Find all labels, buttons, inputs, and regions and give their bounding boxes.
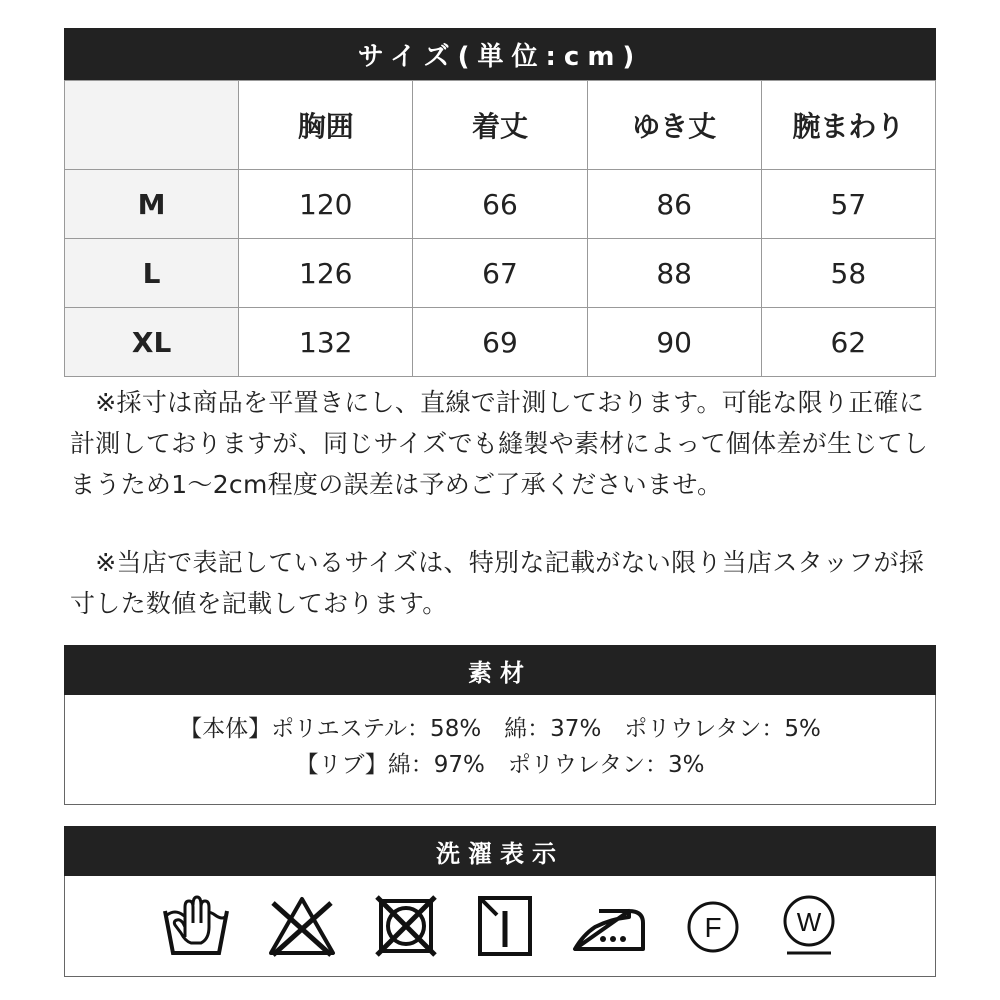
table-cell: 126	[239, 239, 413, 308]
wash-section-header	[64, 826, 936, 876]
line-dry-shade-icon	[475, 893, 535, 959]
size-section-title: サイズ(単位:cm)	[357, 41, 643, 72]
wash-box	[64, 876, 936, 977]
hand-wash-icon	[161, 893, 231, 959]
table-cell: 69	[413, 308, 587, 377]
table-cell: 57	[761, 170, 935, 239]
table-cell: 132	[239, 308, 413, 377]
table-cell: 120	[239, 170, 413, 239]
size-source-note: ※当店で表記しているサイズは、特別な記載がない限り当店スタッフが採寸した数値を記載しております。	[70, 548, 925, 618]
table-cell: 66	[413, 170, 587, 239]
size-label: XL	[65, 308, 239, 377]
size-table-header-row	[65, 81, 936, 170]
wet-clean-letter: W	[796, 907, 822, 937]
material-body-line: 【本体】ポリエステル：58% 綿：37% ポリウレタン：5%	[179, 716, 821, 742]
table-row	[65, 239, 936, 308]
header-chest: 胸囲	[239, 81, 413, 170]
no-tumble-dry-icon	[373, 893, 439, 959]
table-cell: 62	[761, 308, 935, 377]
table-row	[65, 308, 936, 377]
header-length: 着丈	[413, 81, 587, 170]
wash-section-title: 洗濯表示	[436, 839, 564, 868]
size-section-header	[64, 28, 936, 80]
table-cell: 90	[587, 308, 761, 377]
table-cell: 67	[413, 239, 587, 308]
table-row	[65, 170, 936, 239]
wet-clean-w-icon	[779, 893, 839, 959]
dry-clean-letter: F	[704, 912, 722, 943]
table-cell: 86	[587, 170, 761, 239]
size-label: L	[65, 239, 239, 308]
header-corner-cell	[65, 81, 239, 170]
material-section-header	[64, 645, 936, 695]
material-box	[64, 695, 936, 805]
material-rib-line: 【リブ】綿：97% ポリウレタン：3%	[295, 752, 705, 778]
care-icons	[65, 876, 935, 976]
size-label: M	[65, 170, 239, 239]
size-table	[64, 80, 936, 377]
header-sleeve: ゆき丈	[587, 81, 761, 170]
header-arm-circumference: 腕まわり	[761, 81, 935, 170]
material-section-title: 素材	[468, 658, 532, 687]
no-bleach-icon	[267, 893, 337, 959]
table-cell: 58	[761, 239, 935, 308]
table-cell: 88	[587, 239, 761, 308]
iron-low-icon	[571, 893, 647, 959]
measurement-note: ※採寸は商品を平置きにし、直線で計測しております。可能な限り正確に計測しておりますが、同じサイズでも縫製や素材によって個体差が生じてしまうため1～2cm程度の誤差は予めご了承くださいませ。	[70, 388, 929, 499]
dry-clean-f-icon	[683, 893, 743, 959]
